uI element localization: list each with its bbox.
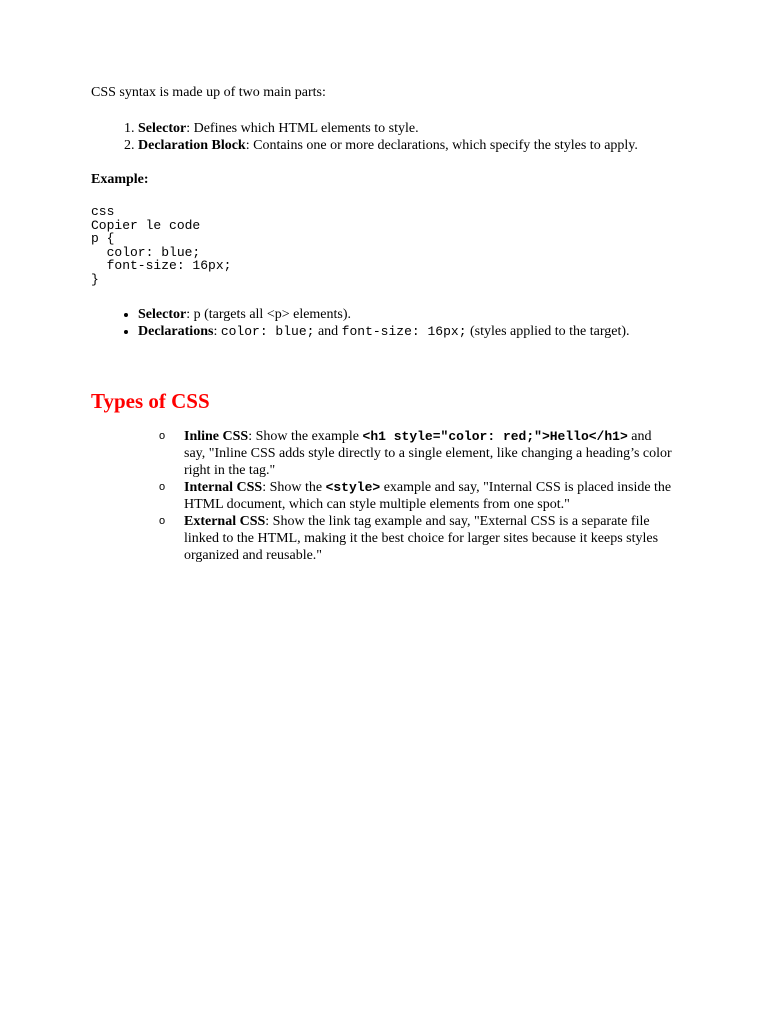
part-desc: : Contains one or more declarations, which specify the styles to apply. (245, 138, 638, 153)
list-item (138, 137, 691, 154)
type-text: : Show the (262, 479, 326, 495)
type-term: Internal CSS (184, 479, 263, 495)
list-item (159, 513, 676, 564)
part-desc: : Defines which HTML elements to style. (186, 121, 419, 136)
note-text: : p (targets all <p> elements). (186, 306, 352, 322)
list-item (159, 479, 676, 513)
circle-bullet-icon: o (159, 480, 166, 493)
example-label: Example: (91, 172, 149, 187)
type-text: : Show the link tag example and say, "External CSS is a separate file linked to the HTML, making it the best choice for larger sites because it keeps styles organized and reusable." (184, 513, 659, 563)
inline-code: font-size: 16px; (341, 323, 467, 339)
list-item (138, 306, 691, 323)
type-text: and say, "Inline CSS adds style directly to a single element, like changing a heading’s color right in the tag." (184, 428, 672, 478)
circle-bullet-icon: o (159, 429, 166, 442)
types-heading: Types of CSS (91, 388, 210, 413)
syntax-parts-list (91, 120, 691, 154)
list-item (138, 323, 691, 340)
inline-code: color: blue; (220, 323, 315, 339)
inline-code: <h1 style="color: red;">Hello</h1> (362, 428, 628, 444)
intro-paragraph: CSS syntax is made up of two main parts: (91, 85, 326, 100)
code-block: css Copier le code p { color: blue; font-size: 16px; } (91, 204, 232, 287)
part-term: Declaration Block (138, 138, 246, 153)
types-list (91, 428, 691, 564)
note-term: Selector (138, 306, 187, 322)
note-text: (styles applied to the target). (466, 323, 630, 339)
type-term: Inline CSS (184, 428, 249, 444)
note-term: Declarations (138, 323, 214, 339)
list-item (159, 428, 676, 479)
note-text: and (314, 323, 342, 339)
type-text: example and say, "Internal CSS is placed inside the HTML document, which can style multiple elements from one spot." (184, 479, 672, 512)
circle-bullet-icon: o (159, 514, 166, 527)
type-term: External CSS (184, 513, 266, 529)
inline-code: <style> (325, 479, 381, 495)
notes-list (91, 306, 691, 340)
list-item (138, 120, 691, 137)
note-text: : (213, 323, 221, 339)
type-text: : Show the example (248, 428, 363, 444)
document-page (91, 84, 691, 564)
part-term: Selector (138, 121, 187, 136)
